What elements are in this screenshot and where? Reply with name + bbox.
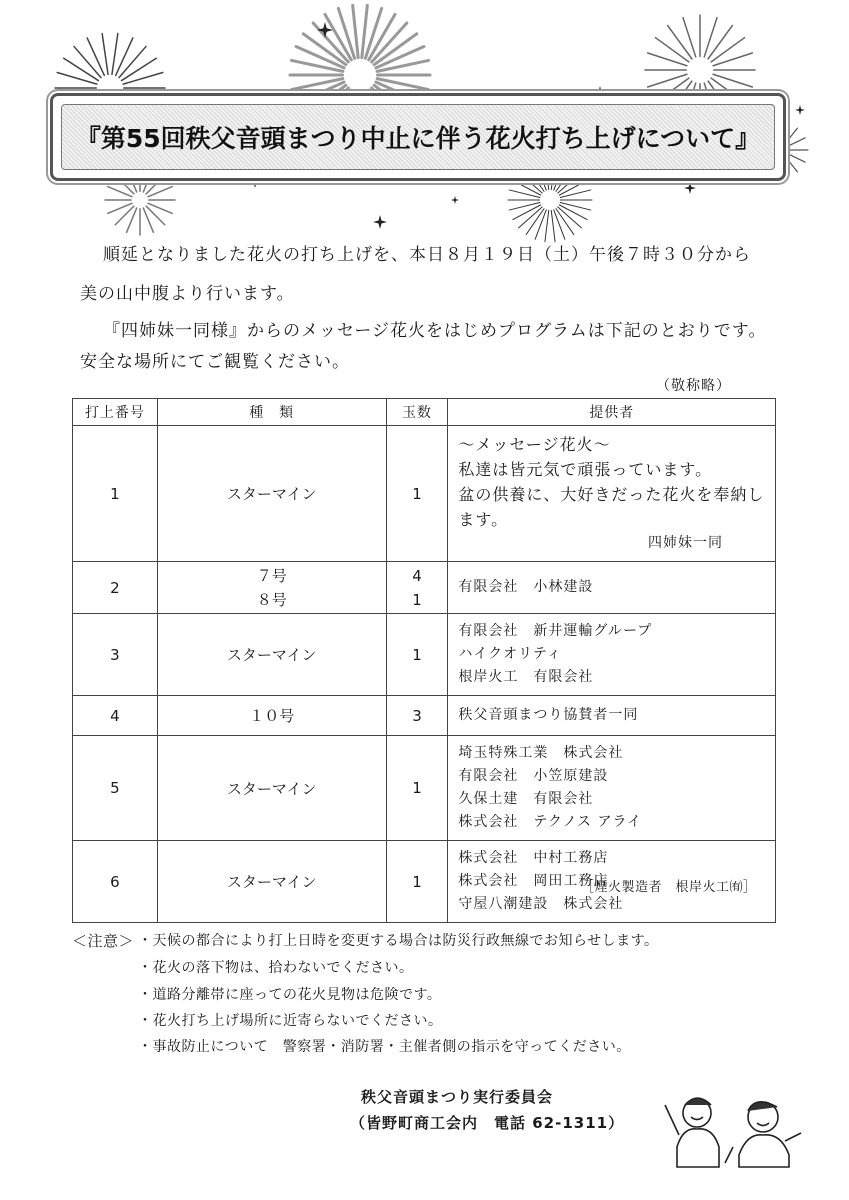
intro-line-2: 美の山中腹より行います。 xyxy=(80,284,295,304)
intro-line-4: 安全な場所にてご観覧ください。 xyxy=(80,352,350,372)
caution-item: ・道路分離帯に座っての花火見物は危険です。 xyxy=(138,987,442,1003)
spectators-illustration xyxy=(655,1035,810,1170)
row-type: １０号 xyxy=(157,696,386,736)
page-title: 『第55回秩父音頭まつり中止に伴う花火打ち上げについて』 xyxy=(75,124,761,153)
row-sponsor xyxy=(448,562,776,614)
firework-star xyxy=(373,215,387,229)
row-count: 1 xyxy=(386,614,448,696)
row-count: 1 xyxy=(386,426,448,562)
row-number: 6 xyxy=(73,841,158,923)
message-heading: ～メッセージ花火～ xyxy=(458,435,611,454)
row-count xyxy=(386,562,448,614)
row-number: 1 xyxy=(73,426,158,562)
header-count: 玉数 xyxy=(386,399,448,426)
row-number: 3 xyxy=(73,614,158,696)
table-header-row xyxy=(73,399,776,426)
header-type: 種 類 xyxy=(157,399,386,426)
sponsor-line: 有限会社 小笠原建設 xyxy=(458,768,609,784)
row-sponsor xyxy=(448,736,776,841)
firework-star xyxy=(684,182,696,194)
firework-star xyxy=(795,105,805,115)
message-line: 盆の供養に、大好きだった花火を奉納します。 xyxy=(458,485,765,529)
organizer-contact: （皆野町商工会内 電話 62-1311） xyxy=(350,1114,625,1132)
row-type: スターマイン xyxy=(157,736,386,841)
caution-item: ・花火の落下物は、拾わないでください。 xyxy=(138,960,414,976)
sponsor-line: 秩父音頭まつり協賛者一同 xyxy=(458,707,639,723)
sponsor-line: 株式会社 中村工務店 xyxy=(458,850,609,866)
row-sponsor xyxy=(448,426,776,562)
sponsor-line: 株式会社 テクノス アライ xyxy=(458,814,643,830)
honorific-note: （敬称略） xyxy=(656,378,731,394)
table-row xyxy=(73,614,776,696)
firework-star xyxy=(451,196,459,204)
table-row xyxy=(73,736,776,841)
sponsor-line: 根岸火工 有限会社 xyxy=(458,669,594,685)
row-number: 5 xyxy=(73,736,158,841)
sponsor-line: 久保土建 有限会社 xyxy=(458,791,594,807)
sponsor-line: 埼玉特殊工業 株式会社 xyxy=(458,745,624,761)
row-count: 1 xyxy=(386,841,448,923)
row-type xyxy=(157,562,386,614)
sponsor-line: 株式会社 岡田工務店 xyxy=(458,873,609,889)
caution-label: ＜注意＞ xyxy=(72,932,135,950)
intro-line-3: 『四姉妹一同様』からのメッセージ花火をはじめプログラムは下記のとおりです。 xyxy=(103,321,767,341)
sponsor-line: 有限会社 小林建設 xyxy=(458,579,594,595)
type-line: ７号 xyxy=(256,566,287,585)
intro-line-1: 順延となりました花火の打ち上げを、本日８月１９日（土）午後７時３０分から xyxy=(103,245,751,265)
row-type: スターマイン xyxy=(157,614,386,696)
title-banner xyxy=(50,93,786,181)
organizer-name: 秩父音頭まつり実行委員会 xyxy=(361,1088,554,1106)
row-number: 4 xyxy=(73,696,158,736)
title-banner-inner xyxy=(61,104,775,170)
message-line: 私達は皆元気で頑張っています。 xyxy=(458,460,713,479)
type-line: ８号 xyxy=(256,590,287,609)
program-table xyxy=(72,398,776,923)
sponsor-line: ハイクオリティ xyxy=(458,646,562,662)
table-row xyxy=(73,696,776,736)
row-number: 2 xyxy=(73,562,158,614)
row-count: 1 xyxy=(386,736,448,841)
header-sponsor: 提供者 xyxy=(448,399,776,426)
table-row xyxy=(73,562,776,614)
row-type: スターマイン xyxy=(157,426,386,562)
count-line: 1 xyxy=(412,590,422,609)
manufacturer-note: ［煙火製造者 根岸火工㈲］ xyxy=(581,880,757,895)
caution-item: ・事故防止について 警察署・消防署・主催者側の指示を守ってください。 xyxy=(138,1039,631,1055)
sponsor-line: 守屋八潮建設 株式会社 xyxy=(458,896,624,912)
row-sponsor xyxy=(448,696,776,736)
message-signature: 四姉妹一同 xyxy=(648,535,723,551)
header-number: 打上番号 xyxy=(73,399,158,426)
table-row xyxy=(73,426,776,562)
caution-item: ・花火打ち上げ場所に近寄らないでください。 xyxy=(138,1013,443,1029)
caution-item: ・天候の都合により打上日時を変更する場合は防災行政無線でお知らせします。 xyxy=(138,933,659,949)
row-count: 3 xyxy=(386,696,448,736)
row-type: スターマイン xyxy=(157,841,386,923)
sponsor-line: 有限会社 新井運輸グループ xyxy=(458,623,653,639)
count-line: 4 xyxy=(412,566,422,585)
row-sponsor xyxy=(448,614,776,696)
